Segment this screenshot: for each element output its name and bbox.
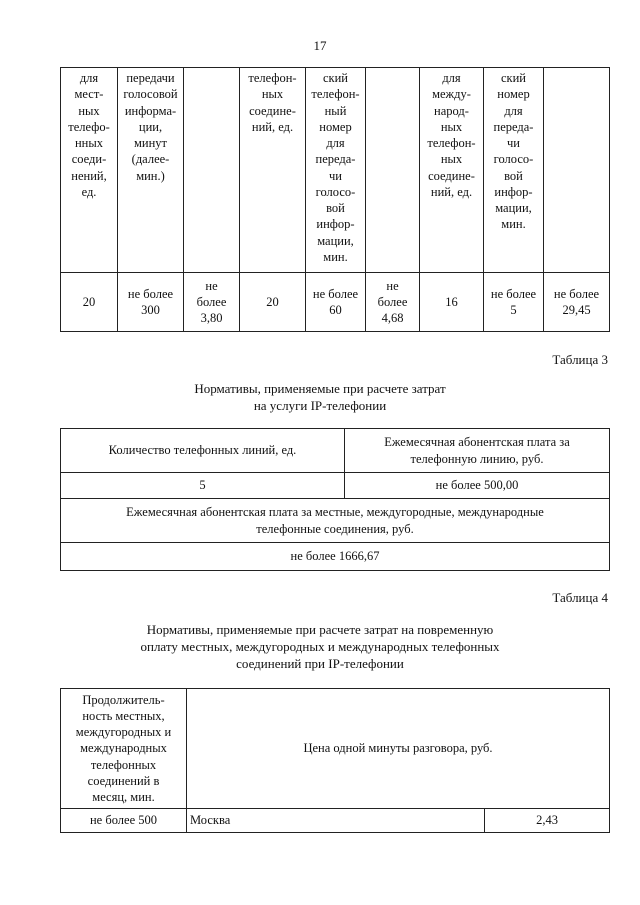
page-number: 17 (313, 38, 327, 53)
table-2-header-cell (240, 68, 306, 273)
table-3-fee-value: не более 500,00 (345, 473, 610, 499)
table-2-cell-line: не более (127, 286, 174, 301)
table-2-header-row (61, 68, 610, 273)
table-2-value-cell (366, 273, 420, 332)
table-4 (60, 688, 610, 833)
table-2-cell-line: не более (553, 286, 600, 301)
table-4-limit-value: не более 500 (61, 809, 187, 833)
table-2-value-cell (184, 273, 240, 332)
table-2-cell-line: не (205, 278, 218, 293)
table-2-cell-line: (далее- (131, 152, 170, 167)
table-2-cell-line: для (504, 103, 523, 118)
table-2-header-cell (118, 68, 184, 273)
table-2-cell-line: телефо- (68, 119, 110, 134)
table-4-col1-header-line: междугородных и (75, 725, 172, 740)
table-4-col1-header-line: телефонных (90, 757, 157, 772)
table-2-cell-line: 20 (266, 294, 279, 309)
table-2-value-cell (544, 273, 610, 332)
table-3-connections-header-line: Ежемесячная абонентская плата за местные, междугородные, международные (126, 505, 544, 520)
table-2-cell-line: голосо- (315, 184, 356, 199)
table-4-col1-header-line: ность местных, (82, 708, 165, 723)
table-2-cell-line: более (196, 294, 227, 309)
table-3-title-line: на услуги IP-телефонии (253, 397, 387, 413)
table-2-cell-line: ции, (138, 119, 163, 134)
table-2-cell-line: ный (324, 103, 347, 118)
table-4-title-line: оплату местных, междугородных и международных телефонных (140, 638, 500, 654)
table-2-cell-line: номер (319, 119, 352, 134)
table-2-cell-line: телефон- (311, 87, 360, 102)
table-3-title-line: Нормативы, применяемые при расчете затрат (194, 381, 446, 396)
table-2-cell-line: ний, ед. (251, 119, 294, 134)
table-2-cell-line: ных (440, 152, 463, 167)
table-2-value-cell (484, 273, 544, 332)
table-2-cell-line: соедине- (428, 168, 475, 183)
table-2-cell-line: 16 (445, 294, 458, 309)
table-2-cell-line: переда- (493, 119, 534, 134)
table-4-col1-header-line: месяц, мин. (92, 790, 155, 805)
table-2-cell-line: ский (501, 71, 526, 85)
table-3-col2-header-line: Ежемесячная абонентская плата за (384, 435, 570, 450)
table-2-cell-line: нных (74, 136, 104, 150)
table-2-header-cell (306, 68, 366, 273)
table-2-cell-line: вой (326, 201, 345, 215)
table-2-cell-line: чи (329, 168, 342, 183)
table-2-cell-line: 5 (510, 303, 517, 317)
table-2-cell-line: ский (323, 71, 348, 85)
table-2-cell-line: ных (440, 119, 463, 134)
table-2-cell-line: ед. (81, 184, 97, 199)
table-2-cell-line: информа- (124, 103, 177, 118)
table-2-cell-line: нений, (71, 168, 107, 183)
table-2-cell-line: мации, (317, 233, 354, 248)
table-2-cell-line: голосо- (493, 152, 534, 167)
table-2-cell-line: телефон- (248, 71, 297, 85)
table-3-title (0, 381, 640, 415)
table-2-cell-line: ных (261, 87, 284, 102)
table-4-city: Москва (187, 809, 485, 833)
table-2-cell-line: 300 (141, 303, 160, 317)
table-2-cell-line: инфор- (494, 184, 533, 199)
table-2-cell-line: мации, (495, 201, 532, 215)
table-2-header-cell (61, 68, 118, 273)
table-2-cell-line: не более (312, 286, 359, 301)
table-2-header-cell (484, 68, 544, 273)
table-4-title (0, 622, 640, 673)
table-2-cell-line: более (377, 294, 408, 309)
table-4-col1-header (61, 689, 187, 809)
table-2-cell-line: ных (78, 103, 100, 118)
table-4-caption: Таблица 4 (552, 590, 608, 605)
table-3-col2-header-line: телефонную линию, руб. (410, 451, 544, 466)
table-3-lines-value: 5 (61, 473, 345, 499)
table-2-value-cell (420, 273, 484, 332)
table-2-cell-line: мин. (501, 217, 526, 232)
table-2-cell-line: ний, ед. (430, 184, 473, 199)
table-2-cell-line: чи (507, 136, 520, 150)
table-2-cell-line: инфор- (316, 217, 355, 232)
table-2-header-cell (420, 68, 484, 273)
table-3-caption: Таблица 3 (552, 352, 608, 367)
table-2-continuation (60, 67, 610, 332)
table-3-connections-header (61, 499, 610, 543)
table-2-cell-line: минут (133, 136, 167, 150)
table-3-col1-header: Количество телефонных линий, ед. (61, 429, 345, 473)
table-2-cell-line: соеди- (71, 152, 107, 167)
table-2-value-cell (306, 273, 366, 332)
table-4-title-line: соединений при IP-телефонии (236, 655, 404, 671)
table-2-cell-line: для (326, 136, 345, 150)
table-2-cell-line: 3,80 (200, 311, 223, 326)
table-2-cell-line: между- (432, 87, 471, 102)
table-2-cell-line: для (442, 71, 461, 85)
table-4-col1-header-line: Продолжитель- (82, 692, 165, 707)
table-4-col1-header-line: соединений в (87, 773, 160, 788)
table-3-connections-header-line: телефонные соединения, руб. (256, 521, 414, 536)
table-2-cell-line: 29,45 (562, 303, 591, 317)
table-2-cell-line: не более (490, 286, 537, 301)
table-2-cell-line: мин.) (136, 168, 165, 183)
table-2-cell-line: голосовой (123, 87, 178, 102)
table-3-col2-header (345, 429, 610, 473)
table-2-header-cell (184, 68, 240, 273)
table-2-header-cell (366, 68, 420, 273)
table-2-cell-line: передачи (126, 71, 175, 85)
table-2-cell-line: переда- (315, 152, 356, 167)
table-3-connections-value: не более 1666,67 (61, 543, 610, 571)
table-2-value-cell (240, 273, 306, 332)
table-2-cell-line: мин. (323, 249, 348, 264)
table-2-cell-line: не (386, 278, 399, 293)
table-2-value-cell (118, 273, 184, 332)
table-4-price-value: 2,43 (485, 809, 610, 833)
table-2-cell-line: соедине- (249, 103, 296, 118)
table-2-header-cell (544, 68, 610, 273)
table-4-col1-header-line: международных (80, 741, 167, 756)
table-2-cell-line: вой (504, 168, 523, 183)
table-2-cell-line: для (79, 71, 99, 85)
table-4-col2-header: Цена одной минуты разговора, руб. (187, 689, 610, 809)
table-2-cell-line: 20 (82, 294, 96, 309)
table-4-title-line: Нормативы, применяемые при расчете затрат на повременную (146, 622, 494, 637)
table-2-cell-line: 4,68 (381, 311, 404, 326)
table-2-cell-line: номер (497, 87, 530, 102)
table-2-cell-line: 60 (329, 303, 342, 317)
table-2-cell-line: мест- (74, 87, 104, 102)
table-3 (60, 428, 610, 571)
table-2-value-cell (61, 273, 118, 332)
table-2-cell-line: народ- (434, 103, 469, 118)
table-2-cell-line: телефон- (427, 136, 476, 150)
table-2-value-row (61, 273, 610, 332)
